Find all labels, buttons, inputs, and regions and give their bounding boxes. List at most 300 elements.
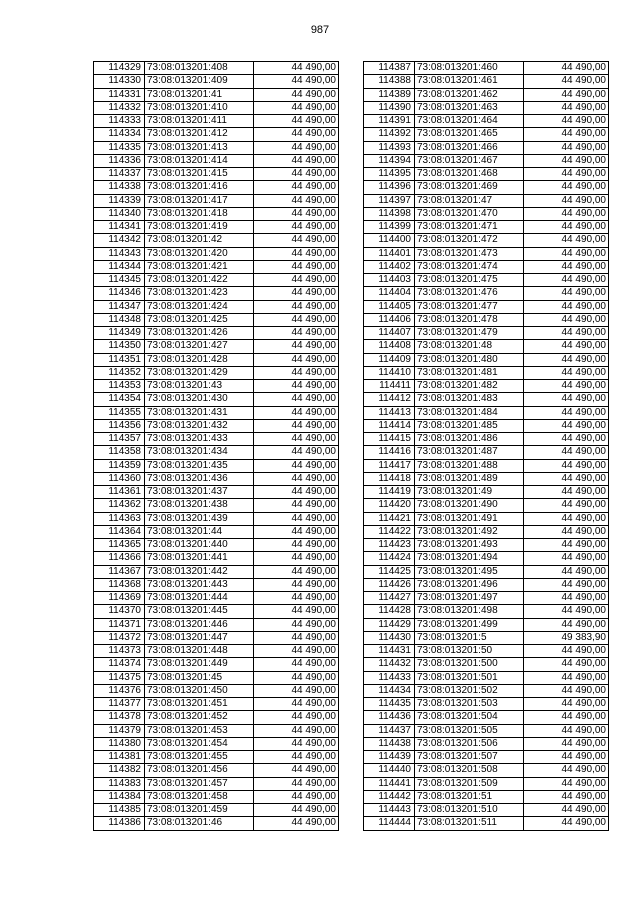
table-row	[94, 353, 339, 366]
row-number-cell: 114349	[94, 327, 145, 340]
row-number-cell: 114401	[364, 247, 415, 260]
table-row	[364, 737, 609, 750]
table-row	[94, 751, 339, 764]
table-row	[94, 274, 339, 287]
cadastral-number-cell: 73:08:013201:423	[145, 287, 254, 300]
cadastral-number-cell: 73:08:013201:451	[145, 698, 254, 711]
cadastral-number-cell: 73:08:013201:436	[145, 472, 254, 485]
row-number-cell: 114398	[364, 207, 415, 220]
row-number-cell: 114337	[94, 168, 145, 181]
cadastral-number-cell: 73:08:013201:476	[415, 287, 524, 300]
table-row	[94, 340, 339, 353]
value-cell: 44 490,00	[524, 790, 609, 803]
value-cell: 44 490,00	[254, 313, 339, 326]
row-number-cell: 114334	[94, 128, 145, 141]
table-row	[94, 194, 339, 207]
value-cell: 44 490,00	[524, 472, 609, 485]
row-number-cell: 114333	[94, 115, 145, 128]
value-cell: 44 490,00	[254, 406, 339, 419]
value-cell: 44 490,00	[524, 658, 609, 671]
cadastral-number-cell: 73:08:013201:478	[415, 313, 524, 326]
value-cell: 44 490,00	[254, 62, 339, 75]
value-cell: 44 490,00	[254, 141, 339, 154]
cadastral-number-cell: 73:08:013201:458	[145, 790, 254, 803]
row-number-cell: 114420	[364, 499, 415, 512]
row-number-cell: 114403	[364, 274, 415, 287]
cadastral-number-cell: 73:08:013201:457	[145, 777, 254, 790]
table-row	[94, 724, 339, 737]
row-number-cell: 114357	[94, 433, 145, 446]
row-number-cell: 114397	[364, 194, 415, 207]
table-row	[364, 764, 609, 777]
value-cell: 44 490,00	[254, 327, 339, 340]
table-row	[364, 380, 609, 393]
value-cell: 44 490,00	[524, 313, 609, 326]
row-number-cell: 114343	[94, 247, 145, 260]
table-row	[94, 393, 339, 406]
table-row	[94, 207, 339, 220]
cadastral-number-cell: 73:08:013201:466	[415, 141, 524, 154]
row-number-cell: 114440	[364, 764, 415, 777]
cadastral-number-cell: 73:08:013201:495	[415, 565, 524, 578]
cadastral-number-cell: 73:08:013201:452	[145, 711, 254, 724]
right-table	[363, 61, 609, 831]
table-row	[364, 287, 609, 300]
value-cell: 44 490,00	[254, 605, 339, 618]
row-number-cell: 114424	[364, 552, 415, 565]
table-row	[364, 711, 609, 724]
cadastral-number-cell: 73:08:013201:481	[415, 366, 524, 379]
row-number-cell: 114441	[364, 777, 415, 790]
cadastral-number-cell: 73:08:013201:453	[145, 724, 254, 737]
table-row	[94, 380, 339, 393]
value-cell: 44 490,00	[524, 260, 609, 273]
cadastral-number-cell: 73:08:013201:412	[145, 128, 254, 141]
value-cell: 44 490,00	[254, 433, 339, 446]
value-cell: 44 490,00	[254, 472, 339, 485]
row-number-cell: 114360	[94, 472, 145, 485]
row-number-cell: 114375	[94, 671, 145, 684]
value-cell: 44 490,00	[254, 207, 339, 220]
table-row	[364, 300, 609, 313]
value-cell: 44 490,00	[254, 128, 339, 141]
row-number-cell: 114341	[94, 221, 145, 234]
value-cell: 44 490,00	[254, 459, 339, 472]
value-cell: 44 490,00	[524, 141, 609, 154]
value-cell: 44 490,00	[254, 194, 339, 207]
table-row	[94, 578, 339, 591]
table-row	[94, 764, 339, 777]
value-cell: 44 490,00	[254, 247, 339, 260]
cadastral-number-cell: 73:08:013201:42	[145, 234, 254, 247]
value-cell: 44 490,00	[254, 790, 339, 803]
value-cell: 44 490,00	[254, 592, 339, 605]
cadastral-number-cell: 73:08:013201:497	[415, 592, 524, 605]
table-row	[94, 75, 339, 88]
row-number-cell: 114415	[364, 433, 415, 446]
cadastral-number-cell: 73:08:013201:463	[415, 101, 524, 114]
table-row	[364, 777, 609, 790]
value-cell: 44 490,00	[254, 260, 339, 273]
value-cell: 44 490,00	[254, 751, 339, 764]
table-row	[364, 393, 609, 406]
row-number-cell: 114372	[94, 631, 145, 644]
row-number-cell: 114389	[364, 88, 415, 101]
row-number-cell: 114429	[364, 618, 415, 631]
table-row	[94, 804, 339, 817]
value-cell: 44 490,00	[254, 446, 339, 459]
table-row	[364, 565, 609, 578]
row-number-cell: 114348	[94, 313, 145, 326]
row-number-cell: 114332	[94, 101, 145, 114]
cadastral-number-cell: 73:08:013201:427	[145, 340, 254, 353]
cadastral-number-cell: 73:08:013201:47	[415, 194, 524, 207]
table-row	[94, 459, 339, 472]
row-number-cell: 114404	[364, 287, 415, 300]
row-number-cell: 114442	[364, 790, 415, 803]
table-row	[94, 817, 339, 830]
cadastral-number-cell: 73:08:013201:482	[415, 380, 524, 393]
row-number-cell: 114359	[94, 459, 145, 472]
cadastral-number-cell: 73:08:013201:448	[145, 645, 254, 658]
table-row	[94, 88, 339, 101]
row-number-cell: 114381	[94, 751, 145, 764]
value-cell: 44 490,00	[524, 419, 609, 432]
cadastral-number-cell: 73:08:013201:435	[145, 459, 254, 472]
value-cell: 44 490,00	[254, 168, 339, 181]
value-cell: 44 490,00	[254, 287, 339, 300]
row-number-cell: 114435	[364, 698, 415, 711]
cadastral-number-cell: 73:08:013201:468	[415, 168, 524, 181]
table-row	[94, 168, 339, 181]
table-row	[364, 578, 609, 591]
row-number-cell: 114434	[364, 684, 415, 697]
cadastral-number-cell: 73:08:013201:5	[415, 631, 524, 644]
table-row	[94, 234, 339, 247]
table-row	[364, 154, 609, 167]
value-cell: 44 490,00	[254, 181, 339, 194]
value-cell: 44 490,00	[254, 552, 339, 565]
value-cell: 44 490,00	[524, 406, 609, 419]
value-cell: 44 490,00	[254, 658, 339, 671]
table-row	[364, 631, 609, 644]
row-number-cell: 114437	[364, 724, 415, 737]
value-cell: 44 490,00	[524, 221, 609, 234]
row-number-cell: 114370	[94, 605, 145, 618]
table-row	[94, 645, 339, 658]
table-row	[364, 181, 609, 194]
value-cell: 44 490,00	[254, 565, 339, 578]
row-number-cell: 114409	[364, 353, 415, 366]
row-number-cell: 114386	[94, 817, 145, 830]
row-number-cell: 114405	[364, 300, 415, 313]
value-cell: 44 490,00	[524, 539, 609, 552]
value-cell: 44 490,00	[524, 366, 609, 379]
row-number-cell: 114433	[364, 671, 415, 684]
cadastral-number-cell: 73:08:013201:440	[145, 539, 254, 552]
row-number-cell: 114380	[94, 737, 145, 750]
cadastral-number-cell: 73:08:013201:509	[415, 777, 524, 790]
row-number-cell: 114366	[94, 552, 145, 565]
value-cell: 44 490,00	[254, 101, 339, 114]
row-number-cell: 114395	[364, 168, 415, 181]
row-number-cell: 114368	[94, 578, 145, 591]
row-number-cell: 114385	[94, 804, 145, 817]
cadastral-number-cell: 73:08:013201:455	[145, 751, 254, 764]
row-number-cell: 114345	[94, 274, 145, 287]
cadastral-number-cell: 73:08:013201:410	[145, 101, 254, 114]
table-row	[364, 605, 609, 618]
value-cell: 44 490,00	[254, 618, 339, 631]
cadastral-number-cell: 73:08:013201:434	[145, 446, 254, 459]
row-number-cell: 114350	[94, 340, 145, 353]
cadastral-number-cell: 73:08:013201:421	[145, 260, 254, 273]
value-cell: 44 490,00	[524, 724, 609, 737]
value-cell: 44 490,00	[254, 645, 339, 658]
table-row	[364, 115, 609, 128]
value-cell: 44 490,00	[524, 168, 609, 181]
value-cell: 44 490,00	[254, 539, 339, 552]
table-row	[364, 234, 609, 247]
cadastral-number-cell: 73:08:013201:444	[145, 592, 254, 605]
cadastral-number-cell: 73:08:013201:484	[415, 406, 524, 419]
table-row	[94, 446, 339, 459]
cadastral-number-cell: 73:08:013201:446	[145, 618, 254, 631]
row-number-cell: 114369	[94, 592, 145, 605]
row-number-cell: 114342	[94, 234, 145, 247]
value-cell: 44 490,00	[524, 207, 609, 220]
table-row	[94, 777, 339, 790]
cadastral-number-cell: 73:08:013201:445	[145, 605, 254, 618]
table-row	[364, 817, 609, 830]
table-row	[364, 340, 609, 353]
cadastral-number-cell: 73:08:013201:472	[415, 234, 524, 247]
table-row	[364, 618, 609, 631]
value-cell: 44 490,00	[524, 698, 609, 711]
table-row	[94, 684, 339, 697]
cadastral-number-cell: 73:08:013201:491	[415, 512, 524, 525]
table-row	[364, 804, 609, 817]
cadastral-number-cell: 73:08:013201:490	[415, 499, 524, 512]
cadastral-number-cell: 73:08:013201:459	[145, 804, 254, 817]
row-number-cell: 114378	[94, 711, 145, 724]
cadastral-number-cell: 73:08:013201:501	[415, 671, 524, 684]
value-cell: 44 490,00	[254, 115, 339, 128]
table-row	[94, 512, 339, 525]
table-row	[364, 512, 609, 525]
table-row	[94, 618, 339, 631]
table-row	[94, 406, 339, 419]
row-number-cell: 114412	[364, 393, 415, 406]
table-row	[364, 221, 609, 234]
row-number-cell: 114411	[364, 380, 415, 393]
table-row	[94, 287, 339, 300]
left-table	[93, 61, 339, 831]
table-row	[364, 247, 609, 260]
cadastral-number-cell: 73:08:013201:425	[145, 313, 254, 326]
table-row	[94, 181, 339, 194]
row-number-cell: 114416	[364, 446, 415, 459]
row-number-cell: 114392	[364, 128, 415, 141]
value-cell: 44 490,00	[524, 592, 609, 605]
cadastral-number-cell: 73:08:013201:465	[415, 128, 524, 141]
row-number-cell: 114339	[94, 194, 145, 207]
row-number-cell: 114331	[94, 88, 145, 101]
cadastral-number-cell: 73:08:013201:470	[415, 207, 524, 220]
cadastral-number-cell: 73:08:013201:496	[415, 578, 524, 591]
row-number-cell: 114377	[94, 698, 145, 711]
table-row	[364, 499, 609, 512]
cadastral-number-cell: 73:08:013201:430	[145, 393, 254, 406]
row-number-cell: 114373	[94, 645, 145, 658]
row-number-cell: 114443	[364, 804, 415, 817]
row-number-cell: 114394	[364, 154, 415, 167]
table-row	[94, 565, 339, 578]
cadastral-number-cell: 73:08:013201:460	[415, 62, 524, 75]
cadastral-number-cell: 73:08:013201:409	[145, 75, 254, 88]
value-cell: 44 490,00	[254, 764, 339, 777]
value-cell: 44 490,00	[524, 327, 609, 340]
table-row	[364, 539, 609, 552]
table-row	[364, 525, 609, 538]
cadastral-number-cell: 73:08:013201:419	[145, 221, 254, 234]
value-cell: 44 490,00	[524, 115, 609, 128]
cadastral-number-cell: 73:08:013201:48	[415, 340, 524, 353]
cadastral-number-cell: 73:08:013201:510	[415, 804, 524, 817]
table-row	[364, 260, 609, 273]
table-row	[94, 525, 339, 538]
table-row	[94, 605, 339, 618]
cadastral-number-cell: 73:08:013201:432	[145, 419, 254, 432]
table-row	[94, 671, 339, 684]
value-cell: 44 490,00	[254, 340, 339, 353]
table-row	[94, 737, 339, 750]
value-cell: 44 490,00	[524, 552, 609, 565]
table-row	[94, 658, 339, 671]
cadastral-number-cell: 73:08:013201:462	[415, 88, 524, 101]
value-cell: 44 490,00	[254, 486, 339, 499]
table-row	[94, 552, 339, 565]
value-cell: 44 490,00	[254, 419, 339, 432]
table-row	[94, 539, 339, 552]
right-table-body	[364, 62, 609, 831]
value-cell: 44 490,00	[524, 459, 609, 472]
cadastral-number-cell: 73:08:013201:469	[415, 181, 524, 194]
row-number-cell: 114361	[94, 486, 145, 499]
cadastral-number-cell: 73:08:013201:499	[415, 618, 524, 631]
row-number-cell: 114426	[364, 578, 415, 591]
value-cell: 44 490,00	[524, 777, 609, 790]
row-number-cell: 114379	[94, 724, 145, 737]
row-number-cell: 114436	[364, 711, 415, 724]
cadastral-number-cell: 73:08:013201:416	[145, 181, 254, 194]
table-row	[364, 459, 609, 472]
cadastral-number-cell: 73:08:013201:41	[145, 88, 254, 101]
value-cell: 44 490,00	[524, 737, 609, 750]
table-row	[364, 313, 609, 326]
value-cell: 44 490,00	[254, 698, 339, 711]
table-row	[364, 406, 609, 419]
row-number-cell: 114384	[94, 790, 145, 803]
page-number: 987	[310, 24, 330, 36]
table-row	[364, 790, 609, 803]
cadastral-number-cell: 73:08:013201:506	[415, 737, 524, 750]
row-number-cell: 114351	[94, 353, 145, 366]
value-cell: 44 490,00	[524, 234, 609, 247]
row-number-cell: 114344	[94, 260, 145, 273]
cadastral-number-cell: 73:08:013201:413	[145, 141, 254, 154]
value-cell: 44 490,00	[524, 446, 609, 459]
table-row	[94, 592, 339, 605]
row-number-cell: 114428	[364, 605, 415, 618]
cadastral-number-cell: 73:08:013201:418	[145, 207, 254, 220]
row-number-cell: 114353	[94, 380, 145, 393]
row-number-cell: 114352	[94, 366, 145, 379]
table-row	[364, 75, 609, 88]
row-number-cell: 114418	[364, 472, 415, 485]
value-cell: 44 490,00	[254, 671, 339, 684]
row-number-cell: 114390	[364, 101, 415, 114]
row-number-cell: 114413	[364, 406, 415, 419]
row-number-cell: 114439	[364, 751, 415, 764]
row-number-cell: 114365	[94, 539, 145, 552]
value-cell: 44 490,00	[254, 366, 339, 379]
value-cell: 44 490,00	[524, 645, 609, 658]
cadastral-number-cell: 73:08:013201:420	[145, 247, 254, 260]
table-row	[364, 62, 609, 75]
cadastral-number-cell: 73:08:013201:408	[145, 62, 254, 75]
value-cell: 44 490,00	[524, 433, 609, 446]
cadastral-number-cell: 73:08:013201:443	[145, 578, 254, 591]
row-number-cell: 114399	[364, 221, 415, 234]
row-number-cell: 114393	[364, 141, 415, 154]
row-number-cell: 114356	[94, 419, 145, 432]
value-cell: 44 490,00	[254, 578, 339, 591]
value-cell: 44 490,00	[524, 380, 609, 393]
value-cell: 44 490,00	[524, 247, 609, 260]
cadastral-number-cell: 73:08:013201:454	[145, 737, 254, 750]
table-row	[364, 433, 609, 446]
cadastral-number-cell: 73:08:013201:471	[415, 221, 524, 234]
cadastral-number-cell: 73:08:013201:50	[415, 645, 524, 658]
table-row	[94, 260, 339, 273]
cadastral-number-cell: 73:08:013201:439	[145, 512, 254, 525]
cadastral-number-cell: 73:08:013201:508	[415, 764, 524, 777]
row-number-cell: 114431	[364, 645, 415, 658]
row-number-cell: 114338	[94, 181, 145, 194]
table-row	[94, 300, 339, 313]
value-cell: 44 490,00	[524, 101, 609, 114]
value-cell: 44 490,00	[254, 684, 339, 697]
value-cell: 44 490,00	[524, 764, 609, 777]
row-number-cell: 114336	[94, 154, 145, 167]
table-row	[364, 658, 609, 671]
cadastral-number-cell: 73:08:013201:485	[415, 419, 524, 432]
cadastral-number-cell: 73:08:013201:456	[145, 764, 254, 777]
cadastral-number-cell: 73:08:013201:43	[145, 380, 254, 393]
value-cell: 44 490,00	[524, 300, 609, 313]
cadastral-number-cell: 73:08:013201:464	[415, 115, 524, 128]
table-row	[364, 353, 609, 366]
row-number-cell: 114371	[94, 618, 145, 631]
row-number-cell: 114407	[364, 327, 415, 340]
row-number-cell: 114425	[364, 565, 415, 578]
value-cell: 44 490,00	[254, 724, 339, 737]
row-number-cell: 114330	[94, 75, 145, 88]
table-row	[94, 631, 339, 644]
row-number-cell: 114355	[94, 406, 145, 419]
left-table-body	[94, 62, 339, 831]
